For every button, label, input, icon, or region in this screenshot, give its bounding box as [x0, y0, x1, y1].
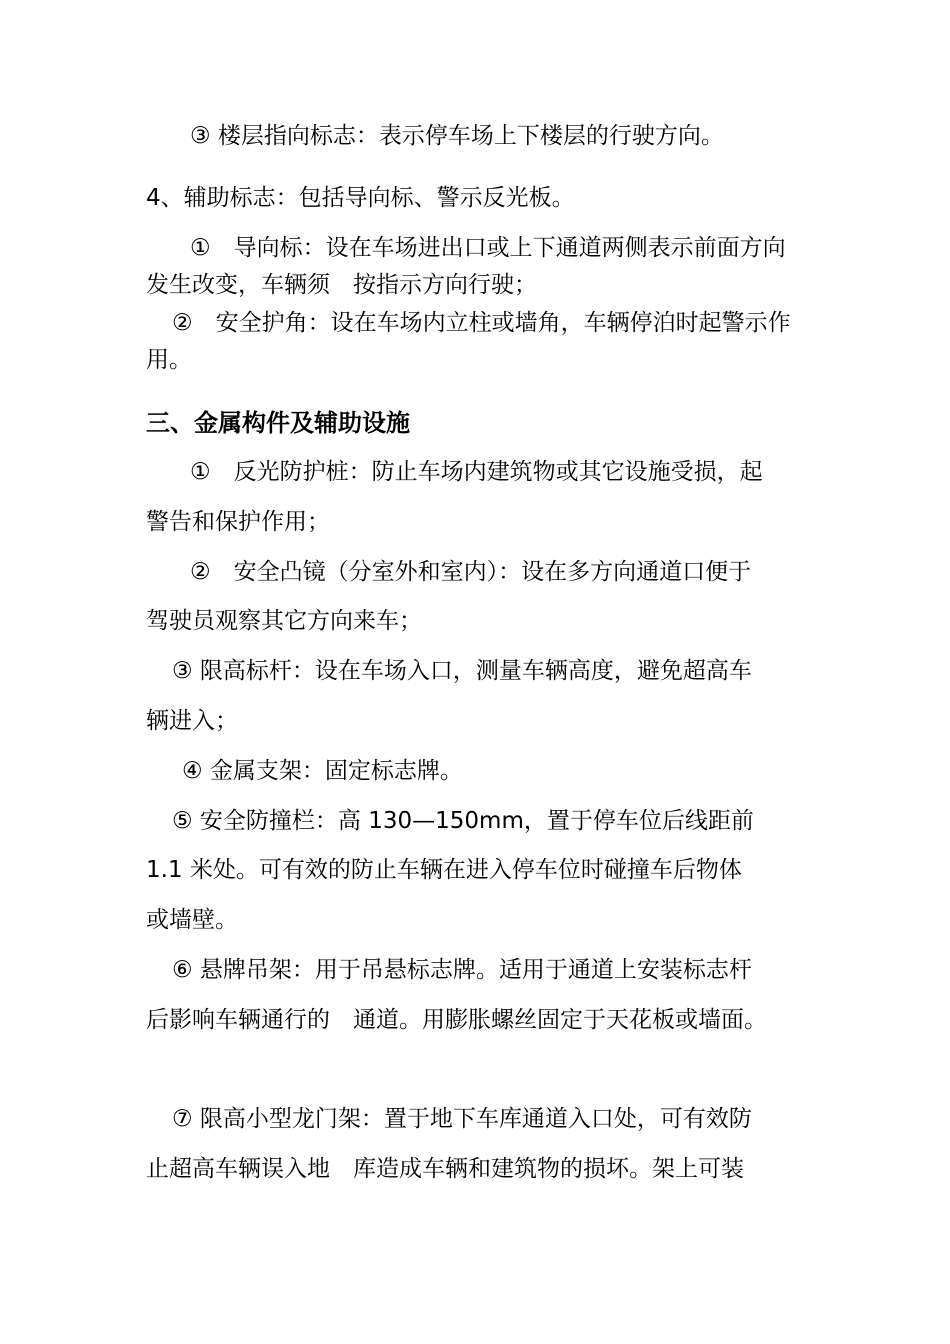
- hanging-bracket-item-continued: 后影响车辆通行的 通道。用膨胀螺丝固定于天花板或墙面。: [146, 1007, 767, 1033]
- crash-barrier-item-continued: 1.1 米处。可有效的防止车辆在进入停车位时碰撞车后物体: [146, 857, 742, 883]
- guide-sign-item-continued: 发生改变，车辆须 按指示方向行驶；: [146, 272, 537, 298]
- height-limit-pole-item-continued: 辆进入；: [146, 708, 238, 734]
- corner-guard-item-continued: 用。: [146, 347, 192, 373]
- section-heading-metal-components: 三、金属构件及辅助设施: [146, 409, 410, 437]
- crash-barrier-item-end: 或墙壁。: [146, 907, 238, 933]
- gantry-frame-item: ⑦ 限高小型龙门架：置于地下车库通道入口处，可有效防: [172, 1106, 752, 1132]
- convex-mirror-item-continued: 驾驶员观察其它方向来车；: [146, 608, 422, 634]
- metal-bracket-item: ④ 金属支架：固定标志牌。: [182, 758, 463, 784]
- reflective-post-item-continued: 警告和保护作用；: [146, 509, 330, 535]
- reflective-post-item: ① 反光防护桩：防止车场内建筑物或其它设施受损，起: [190, 459, 763, 485]
- guide-sign-item: ① 导向标：设在车场进出口或上下通道两侧表示前面方向: [190, 235, 786, 261]
- floor-direction-sign-item: ③ 楼层指向标志：表示停车场上下楼层的行驶方向。: [190, 123, 724, 149]
- corner-guard-item: ② 安全护角：设在车场内立柱或墙角，车辆停泊时起警示作: [172, 310, 791, 336]
- height-limit-pole-item: ③ 限高标杆：设在车场入口，测量车辆高度，避免超高车: [172, 658, 752, 684]
- convex-mirror-item: ② 安全凸镜（分室外和室内）：设在多方向通道口便于: [190, 559, 752, 585]
- hanging-bracket-item: ⑥ 悬牌吊架：用于吊悬标志牌。适用于通道上安装标志杆: [172, 957, 752, 983]
- crash-barrier-item: ⑤ 安全防撞栏：高 130—150mm，置于停车位后线距前: [172, 808, 754, 834]
- auxiliary-signs-heading: 4、辅助标志：包括导向标、警示反光板。: [146, 185, 575, 211]
- gantry-frame-item-continued: 止超高车辆误入地 库造成车辆和建筑物的损坏。架上可装: [146, 1156, 744, 1182]
